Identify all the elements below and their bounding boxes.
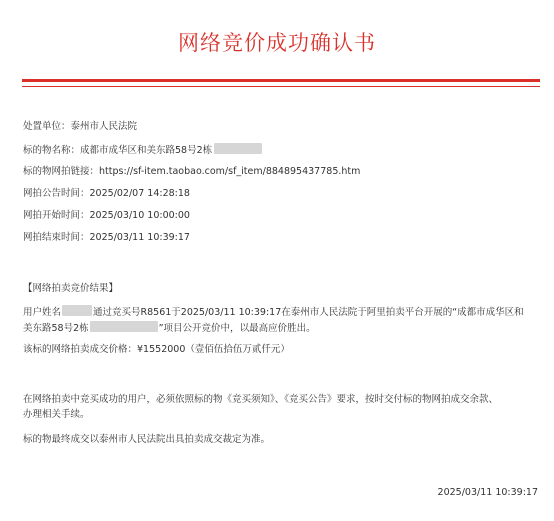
object-name-label: 标的物名称： xyxy=(23,145,81,156)
announce-time-value: 2025/02/07 14:28:18 xyxy=(89,188,190,199)
result-paragraph xyxy=(23,305,538,336)
result-bid-text: 通过竞买号R8561于2025/03/11 10:39:17在泰州市人民法院于阿里拍卖平台开展的“成都市成华区和 xyxy=(93,307,524,318)
start-time-label: 网拍开始时间： xyxy=(23,210,90,221)
notice-line-2: 办理相关手续。 xyxy=(23,408,90,420)
object-name-row xyxy=(23,143,262,158)
notice-paragraph xyxy=(23,393,538,422)
start-time-row xyxy=(23,209,190,223)
final-price-row xyxy=(23,343,290,357)
redacted-unit-mask-2 xyxy=(90,321,158,332)
final-price-value: ¥1552000（壹佰伍拾伍万贰仟元） xyxy=(137,344,290,355)
auction-link-label: 标的物网拍链接： xyxy=(23,166,100,177)
announce-time-row xyxy=(23,187,190,201)
signed-date: 2025/03/11 10:39:17 xyxy=(437,487,538,498)
auction-link-value[interactable]: https://sf-item.taobao.com/sf_item/884895437785.htm xyxy=(99,166,361,177)
end-time-label: 网拍结束时间： xyxy=(23,232,90,243)
title-divider-thick xyxy=(22,79,540,82)
final-ruling-note: 标的物最终成交以泰州市人民法院出具拍卖成交裁定为准。 xyxy=(23,434,271,445)
redacted-unit-mask xyxy=(214,143,262,154)
document-title: 网络竞价成功确认书 xyxy=(178,31,376,55)
auction-link-row xyxy=(23,165,360,179)
court-value: 泰州市人民法院 xyxy=(70,121,138,132)
end-time-row xyxy=(23,231,190,245)
result-win-text: ”项目公开竞价中，以最高应价胜出。 xyxy=(158,322,316,334)
start-time-value: 2025/03/10 10:00:00 xyxy=(89,210,190,221)
court-row xyxy=(23,120,137,134)
result-heading: 【网络拍卖竞价结果】 xyxy=(23,283,119,294)
redacted-username-mask xyxy=(62,305,92,316)
title-divider-thin xyxy=(22,86,540,87)
result-line-1 xyxy=(23,305,538,321)
result-line-2 xyxy=(23,321,538,337)
final-price-label: 该标的网络拍卖成交价格： xyxy=(23,344,138,355)
object-name-value: 成都市成华区和美东路58号2栋 xyxy=(80,145,213,156)
result-object-text: 美东路58号2栋 xyxy=(23,322,89,334)
court-label: 处置单位： xyxy=(23,121,71,132)
announce-time-label: 网拍公告时间： xyxy=(23,188,90,199)
result-user-prefix: 用户姓名 xyxy=(23,307,62,318)
end-time-value: 2025/03/11 10:39:17 xyxy=(89,232,190,243)
notice-line-1: 在网络拍卖中竞买成功的用户，必须依照标的物《竞买须知》、《竞买公告》要求，按时交付标的物网拍成交余款、 xyxy=(23,394,499,405)
